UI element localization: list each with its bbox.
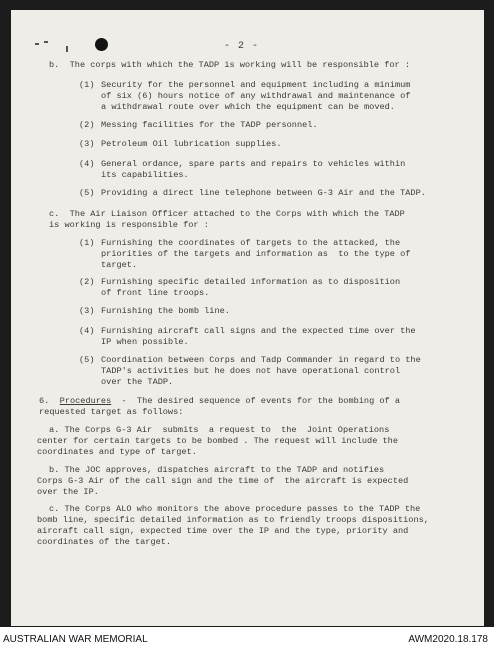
procedure-c-line1: c. The Corps ALO who monitors the above procedure passes to the TADP the: [49, 504, 421, 514]
item-c2-line1: Furnishing specific detailed information as to disposition: [101, 277, 401, 287]
section-6-number: 6.: [39, 396, 50, 406]
procedure-b-line1: b. The JOC approves, dispatches aircraft to the TADP and notifies: [49, 465, 385, 475]
ink-mark: [44, 41, 48, 43]
item-b1-number: (1): [79, 80, 95, 90]
item-b3-number: (3): [79, 139, 95, 149]
item-c5-line3: over the TADP.: [101, 377, 174, 387]
section-6-heading-line: [39, 396, 400, 407]
item-b1-line1: Security for the personnel and equipment including a minimum: [101, 80, 411, 90]
item-b5-line1: Providing a direct line telephone between G-3 Air and the TADP.: [101, 188, 426, 198]
archive-footer: [0, 627, 494, 653]
item-c5-number: (5): [79, 355, 95, 365]
item-b3-line1: Petroleum Oil lubrication supplies.: [101, 139, 282, 149]
accession-number: AWM2020.18.178: [408, 634, 488, 645]
procedure-a-line1: a. The Corps G-3 Air submits a request to the Joint Operations: [49, 425, 390, 435]
item-c1-line2: priorities of the targets and information as to the type of: [101, 249, 411, 259]
item-c2-line2: of front line troops.: [101, 288, 210, 298]
page-number: - 2 -: [224, 41, 260, 52]
ink-mark: [66, 46, 68, 52]
section-6-heading: Procedures: [59, 396, 112, 406]
institution-label: AUSTRALIAN WAR MEMORIAL: [3, 634, 148, 645]
item-c1-number: (1): [79, 238, 95, 248]
procedure-c-line2: bomb line, specific detailed information as to friendly troops dispositions,: [37, 515, 429, 525]
section-c-intro-line1: c. The Air Liaison Officer attached to the Corps with which the TADP: [49, 209, 405, 219]
procedure-c-line4: coordinates of the target.: [37, 537, 172, 547]
item-c5-line2: TADP's activities but he does not have operational control: [101, 366, 401, 376]
item-c1-line1: Furnishing the coordinates of targets to the attacked, the: [101, 238, 401, 248]
item-b4-line2: its capabilities.: [101, 170, 189, 180]
section-6-lead: - The desired sequence of events for the bombing of a: [111, 396, 401, 406]
item-b2-number: (2): [79, 120, 95, 130]
item-b4-line1: General ordance, spare parts and repairs to vehicles within: [101, 159, 406, 169]
procedure-a-line2: center for certain targets to be bombed . The request will include the: [37, 436, 398, 446]
section-6-lead-cont: requested target as follows:: [39, 407, 184, 417]
item-b4-number: (4): [79, 159, 95, 169]
item-c1-line3: target.: [101, 260, 138, 270]
procedure-b-line3: over the IP.: [37, 487, 99, 497]
ink-mark: [35, 43, 39, 45]
section-b-intro: b. The corps with which the TADP is working will be responsible for :: [49, 60, 410, 70]
item-b1-line2: of six (6) hours notice of any withdrawal and maintenance of: [101, 91, 411, 101]
item-c3-number: (3): [79, 306, 95, 316]
section-c-intro-line2: is working is responsible for :: [49, 220, 209, 230]
item-c3-line1: Furnishing the bomb line.: [101, 306, 230, 316]
item-b2-line1: Messing facilities for the TADP personnel.: [101, 120, 318, 130]
item-c5-line1: Coordination between Corps and Tadp Commander in regard to the: [101, 355, 421, 365]
item-b1-line3: a withdrawal route over which the equipment can be moved.: [101, 102, 395, 112]
item-c4-number: (4): [79, 326, 95, 336]
item-c4-line2: IP when possible.: [101, 337, 189, 347]
item-c2-number: (2): [79, 277, 95, 287]
item-b5-number: (5): [79, 188, 95, 198]
punch-hole: [95, 38, 108, 51]
procedure-a-line3: coordinates and type of target.: [37, 447, 197, 457]
procedure-b-line2: Corps G-3 Air of the call sign and the time of the aircraft is expected: [37, 476, 409, 486]
item-c4-line1: Furnishing aircraft call signs and the expected time over the: [101, 326, 416, 336]
procedure-c-line3: aircraft call sign, expected time over the IP and the type, priority and: [37, 526, 409, 536]
